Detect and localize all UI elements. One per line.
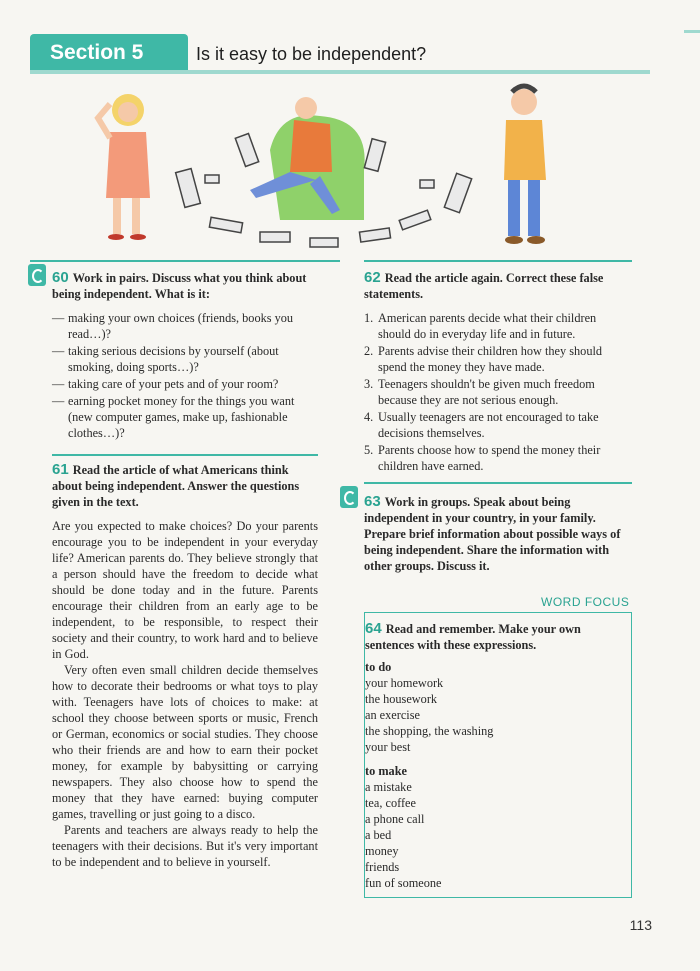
- exercise-number: 62: [364, 269, 381, 286]
- list-item: — making your own choices (friends, books you read…)?: [52, 310, 318, 342]
- group-heading-do: to do: [365, 660, 392, 674]
- exercise-instruction: Read the article again. Correct these false statements.: [364, 271, 604, 301]
- rule-right-top: [364, 260, 632, 262]
- exercise-60: [52, 270, 318, 442]
- exercise-number: 63: [364, 493, 381, 510]
- list-item: — taking care of your pets and of your room?: [52, 376, 318, 392]
- exercise-instruction: Read the article of what Americans think about being independent. Answer the questions given in the text.: [52, 463, 300, 509]
- rule-right-mid: [364, 482, 632, 484]
- exercise-64: [365, 621, 623, 891]
- list-item: 3. Teenagers shouldn't be given much freedom because they are not serious enough.: [364, 377, 595, 407]
- list-item: friends: [365, 860, 400, 874]
- list-item: fun of someone: [365, 876, 442, 890]
- exercise-instruction: Read and remember. Make your own sentences with these expressions.: [365, 622, 581, 652]
- list-item: tea, coffee: [365, 796, 416, 810]
- word-focus-label: WORD FOCUS: [541, 595, 630, 609]
- list-item: 4. Usually teenagers are not encouraged to take decisions themselves.: [364, 410, 599, 440]
- article-paragraph: Parents and teachers are always ready to help the teenagers with their decisions. But it's very important to be independent and to believe in yourself.: [52, 823, 318, 869]
- list-item: an exercise: [365, 708, 420, 722]
- exercise-number: 61: [52, 461, 69, 478]
- list-item: your homework: [365, 676, 444, 690]
- exercise-61: [52, 462, 318, 870]
- list-item: the shopping, the washing: [365, 724, 494, 738]
- page-number: 113: [629, 917, 652, 933]
- exercise-number: 64: [365, 620, 382, 637]
- boy-in-armchair: [250, 97, 365, 220]
- word-focus-box: [364, 612, 632, 898]
- exercise-63: [364, 494, 630, 574]
- list-item: 5. Parents choose how to spend the money their children have earned.: [364, 443, 601, 473]
- make-expressions: [365, 779, 623, 891]
- audio-badge-icon: [340, 486, 358, 508]
- man-figure: [504, 86, 546, 244]
- list-item: money: [365, 844, 399, 858]
- page-title: Is it easy to be independent?: [196, 44, 427, 64]
- article-paragraph: Are you expected to make choices? Do your parents encourage you to be independent in your everyday life? American parents do. They believe strongly that a person should have the freedom to decide what should be done today and in the future. Parents encourage their children from an early age to be independent, to be responsible, to respect their society and their country, to work hard and to believe in God.: [52, 519, 318, 661]
- list-item: 2. Parents advise their children how they should spend the money they have made.: [364, 344, 603, 374]
- section-tab: Section 5: [30, 34, 188, 72]
- rule-left-mid: [52, 454, 318, 456]
- list-item: the housework: [365, 692, 438, 706]
- article-paragraph: Very often even small children decide themselves how to decorate their bedrooms or what toys to play with. Teenagers have lots of choices to make: at school they choose between sports or music, French or German, economics or social studies. They choose who their friends are and how to earn their pocket money, for example by babysitting or carrying newspapers. They also choose how to spend the money that they have earned: buying computer games, travelling or just going to a disco.: [52, 663, 318, 821]
- exercise-number: 60: [52, 269, 69, 286]
- exercise-instruction: Work in pairs. Discuss what you think about being independent. What is it:: [52, 271, 307, 301]
- list-item: 1. American parents decide what their children should do in everyday life and in future.: [364, 311, 597, 341]
- statements-list: [364, 310, 630, 474]
- list-item: — taking serious decisions by yourself (about smoking, doing sports…)?: [52, 343, 318, 375]
- do-expressions: [365, 675, 623, 755]
- list-item: a mistake: [365, 780, 412, 794]
- list-item: a bed: [365, 828, 392, 842]
- list-item: a phone call: [365, 812, 425, 826]
- list-item: — earning pocket money for the things you want (new computer games, make up, fashionable clothes…)?: [52, 393, 318, 441]
- header-rule: [30, 70, 650, 74]
- group-heading-make: to make: [365, 764, 408, 778]
- exercise-62: [364, 270, 630, 475]
- corner-mark: [684, 30, 700, 33]
- discussion-list: [52, 310, 318, 441]
- audio-badge-icon: [28, 264, 46, 286]
- rule-left-top: [30, 260, 340, 262]
- article-text: [52, 518, 318, 870]
- girl-figure: [98, 94, 150, 240]
- list-item: your best: [365, 740, 411, 754]
- exercise-instruction: Work in groups. Speak about being independent in your country, in your family. Prepare brief information about possible ways of being independent. Share the information with other groups. Discuss it.: [364, 495, 621, 573]
- illustration-independence: [80, 80, 560, 260]
